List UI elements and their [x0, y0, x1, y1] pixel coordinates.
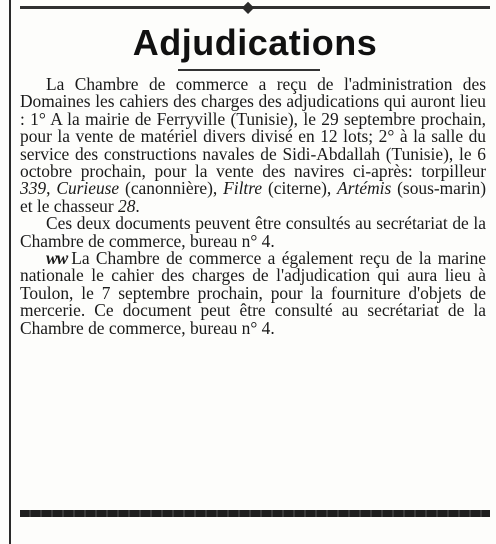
article-headline: Adjudications	[132, 22, 378, 63]
ship-type-artemis: (sous-marin) et le chasseur	[20, 178, 487, 216]
ship-type-curieuse: (canonnière),	[119, 178, 224, 199]
diamond-ornament-icon: ◆	[241, 0, 255, 16]
headline-underline	[178, 69, 320, 71]
column-rule-left	[9, 0, 11, 544]
ship-name-artemis: Artémis	[337, 178, 392, 199]
chasseur-number: 28	[118, 195, 136, 216]
bottom-separator-rule	[20, 510, 490, 517]
ship-name-filtre: Filtre	[223, 178, 263, 199]
paragraph-1-end: .	[135, 195, 140, 216]
article-paragraph-2: Ces deux documents peuvent être consultés au secrétariat de la Chambre de commerce, bureau n° 4.	[20, 213, 486, 251]
paragraph-ornament: ww	[46, 248, 68, 269]
ship-type-filtre: (citerne),	[262, 178, 338, 199]
article-body	[20, 76, 486, 337]
paragraph-1-intro: La Chambre de commerce a reçu de l'administration des Domaines les cahiers des charges des adjudications qui auront lieu : 1° A la mairie de Ferryville (Tunisie), le 29 septembre prochain, pour la vente de matériel divers divisé en 12 lots; 2° à la salle du service des constructions navales de Sidi-Abdallah (Tunisie), le 6 octobre prochain, pour la vente des navires ci-après: torpilleur	[20, 74, 486, 182]
article-paragraph-3	[20, 250, 486, 337]
ship-name-curieuse: Curieuse	[56, 178, 120, 199]
separator-text: ,	[46, 178, 57, 199]
paragraph-3-text: La Chambre de commerce a également reçu de la marine nationale le cahier des charges de l'adjudication qui aura lieu à Toulon, le 7 septembre prochain, pour la fourniture d'objets de mercerie. Ce document peut être consulté au secrétariat de la Chambre de commerce, bureau n° 4.	[20, 248, 486, 338]
torpilleur-number: 339	[20, 178, 47, 199]
article-paragraph-1	[20, 76, 486, 215]
